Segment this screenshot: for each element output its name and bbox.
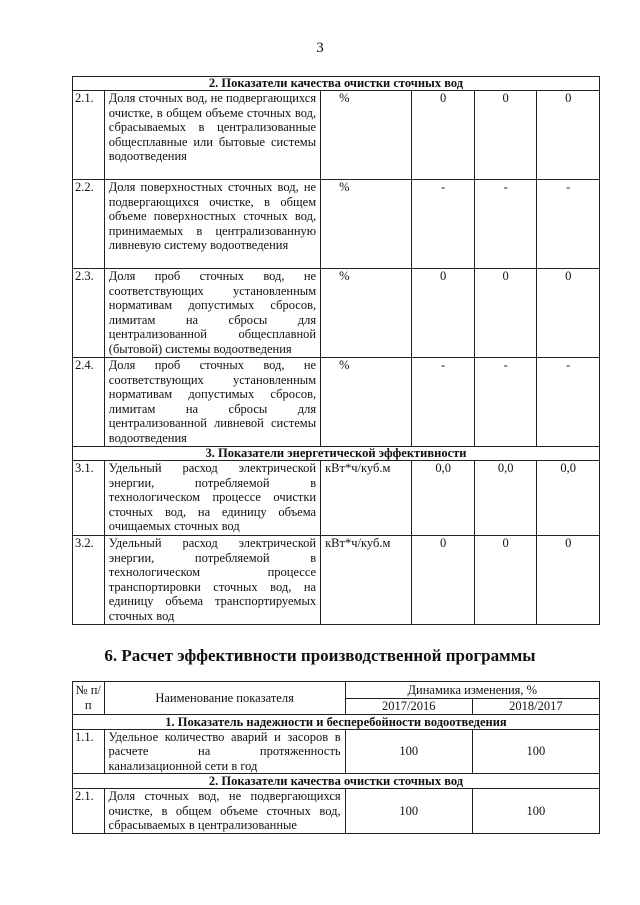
table-row — [73, 461, 600, 536]
indicator-name: Удельное количество аварий и засоров в расчете на протяженность канализационной сети в год — [104, 729, 345, 774]
value-cell: 0 — [412, 91, 475, 180]
value-cell: 0 — [474, 91, 537, 180]
efficiency-table — [72, 681, 600, 834]
indicators-table — [72, 76, 600, 625]
table-row — [73, 91, 600, 180]
row-number: 2.3. — [73, 269, 105, 358]
value-cell: 100 — [472, 789, 599, 834]
header-year-1: 2017/2016 — [345, 699, 472, 715]
table-row — [73, 358, 600, 447]
section-title: 1. Показатель надежности и бесперебойности водоотведения — [73, 714, 600, 729]
indicator-name: Доля проб сточных вод, не соответствующих установленным нормативам допустимых сбросов, лимитам на сбросы для централизованной ливневой системы водоотведения — [104, 358, 320, 447]
value-cell: 0 — [537, 269, 600, 358]
section-heading: 6. Расчет эффективности производственной программы — [104, 646, 536, 665]
value-cell: 0 — [537, 536, 600, 625]
value-cell: - — [537, 358, 600, 447]
value-cell: 0 — [412, 536, 475, 625]
table-row — [73, 789, 600, 834]
section-title: 2. Показатели качества очистки сточных вод — [73, 77, 600, 91]
section-title: 2. Показатели качества очистки сточных вод — [73, 774, 600, 789]
unit-cell: % — [321, 91, 412, 180]
indicator-name: Доля поверхностных сточных вод, не подвергающихся очистке, в общем объеме поверхностных сточных вод, принимаемых в централизованную ливневую систему водоотведения — [104, 180, 320, 269]
header-dynamic: Динамика изменения, % — [345, 682, 599, 699]
page-number: 3 — [316, 40, 324, 56]
row-number: 2.1. — [73, 789, 105, 834]
unit-cell: % — [321, 269, 412, 358]
value-cell: 0 — [474, 536, 537, 625]
indicator-name: Удельный расход электрической энергии, потребляемой в технологическом процессе транспортировки сточных вод, на единицу объема транспортируемых сточных вод — [104, 536, 320, 625]
value-cell: 0,0 — [537, 461, 600, 536]
indicator-name: Доля сточных вод, не подвергающихся очистке, в общем объеме сточных вод, сбрасываемых в централизованные общесплавные или бытовые системы водоотведения — [104, 91, 320, 180]
value-cell: 100 — [472, 729, 599, 774]
unit-cell: % — [321, 358, 412, 447]
value-cell: 0 — [474, 269, 537, 358]
value-cell: 100 — [345, 729, 472, 774]
value-cell: 0,0 — [474, 461, 537, 536]
row-number: 2.1. — [73, 91, 105, 180]
value-cell: 0,0 — [412, 461, 475, 536]
value-cell: - — [537, 180, 600, 269]
value-cell: 0 — [537, 91, 600, 180]
value-cell: - — [474, 180, 537, 269]
value-cell: 100 — [345, 789, 472, 834]
table-row — [73, 536, 600, 625]
table-row — [73, 180, 600, 269]
unit-cell: кВт*ч/куб.м — [321, 536, 412, 625]
indicator-name: Доля проб сточных вод, не соответствующих установленным нормативам допустимых сбросов, лимитам на сбросы для централизованной общесплавной (бытовой) системы водоотведения — [104, 269, 320, 358]
header-name: Наименование показателя — [104, 682, 345, 715]
row-number: 1.1. — [73, 729, 105, 774]
row-number: 3.2. — [73, 536, 105, 625]
row-number: 2.4. — [73, 358, 105, 447]
value-cell: - — [412, 180, 475, 269]
table-row — [73, 729, 600, 774]
indicator-name: Удельный расход электрической энергии, потребляемой в технологическом процессе очистки сточных вод, на единицу объема очищаемых сточных вод — [104, 461, 320, 536]
value-cell: 0 — [412, 269, 475, 358]
section-title: 3. Показатели энергетической эффективности — [73, 447, 600, 461]
value-cell: - — [474, 358, 537, 447]
table-row — [73, 269, 600, 358]
indicator-name: Доля сточных вод, не подвергающихся очистке, в общем объеме сточных вод, сбрасываемых в централизованные — [104, 789, 345, 834]
row-number: 3.1. — [73, 461, 105, 536]
header-year-2: 2018/2017 — [472, 699, 599, 715]
header-num: № п/п — [73, 682, 105, 715]
unit-cell: кВт*ч/куб.м — [321, 461, 412, 536]
unit-cell: % — [321, 180, 412, 269]
row-number: 2.2. — [73, 180, 105, 269]
value-cell: - — [412, 358, 475, 447]
